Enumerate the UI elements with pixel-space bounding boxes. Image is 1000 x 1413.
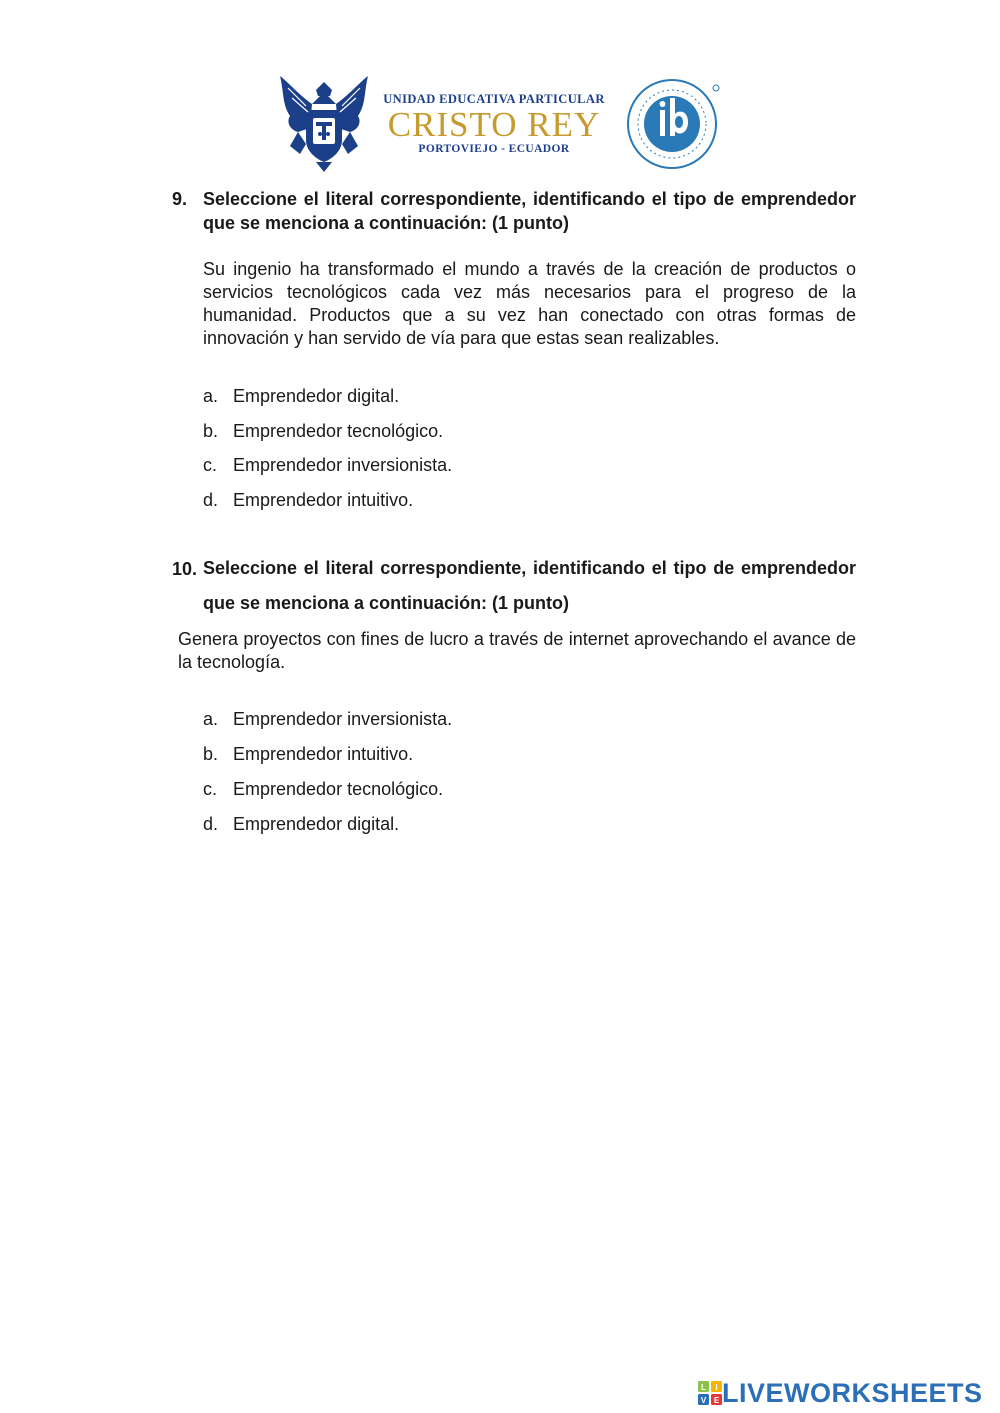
option-letter: d. (203, 490, 219, 510)
liveworksheets-brand[interactable]: LIVEWORKSHEETS (722, 1378, 983, 1408)
option-text: Emprendedor tecnológico. (233, 421, 444, 441)
question-10-text: Genera proyectos con fines de lucro a través de internet aprovechando el avance de la tecnología. (178, 629, 856, 672)
option-text: Emprendedor intuitivo. (233, 490, 414, 510)
option-letter: b. (203, 744, 219, 764)
school-location: PORTOVIEJO - ECUADOR (418, 143, 570, 155)
option-letter: a. (203, 709, 219, 729)
option-letter: c. (203, 455, 218, 475)
option-letter: c. (203, 779, 218, 799)
option-letter: b. (203, 421, 219, 441)
svg-text:V: V (700, 1396, 707, 1405)
school-subtitle: UNIDAD EDUCATIVA PARTICULAR (383, 92, 605, 106)
school-name-block (378, 92, 610, 155)
question-10-number: 10. (172, 559, 198, 579)
svg-text:L: L (701, 1383, 706, 1392)
question-9-title: Seleccione el literal correspondiente, identificando el tipo de emprendedor que se menciona a continuación: (1 punto) (203, 189, 856, 233)
svg-text:E: E (713, 1396, 720, 1405)
svg-text:I: I (715, 1383, 718, 1392)
school-name: CRISTO REY (387, 105, 601, 144)
question-10-title: Seleccione el literal correspondiente, identificando el tipo de emprendedor que se menciona a continuación: (1 punto) (203, 558, 856, 613)
option-letter: d. (203, 814, 219, 834)
option-text: Emprendedor intuitivo. (233, 744, 414, 764)
option-text: Emprendedor digital. (233, 386, 400, 406)
option-text: Emprendedor inversionista. (233, 709, 453, 729)
ib-world-school-logo (620, 74, 724, 174)
question-9-text: Su ingenio ha transformado el mundo a través de la creación de productos o servicios tecnológicos cada vez más necesarios para el progreso de la humanidad. Productos que a su vez han conectado con otras formas de innovación y han servido de vía para que estas sean realizables. (203, 259, 856, 348)
option-text: Emprendedor tecnológico. (233, 779, 444, 799)
question-9-number: 9. (172, 189, 188, 209)
school-crest-logo (276, 74, 372, 174)
liveworksheets-logo-icon (698, 1381, 722, 1405)
option-text: Emprendedor inversionista. (233, 455, 453, 475)
option-text: Emprendedor digital. (233, 814, 400, 834)
option-letter: a. (203, 386, 219, 406)
